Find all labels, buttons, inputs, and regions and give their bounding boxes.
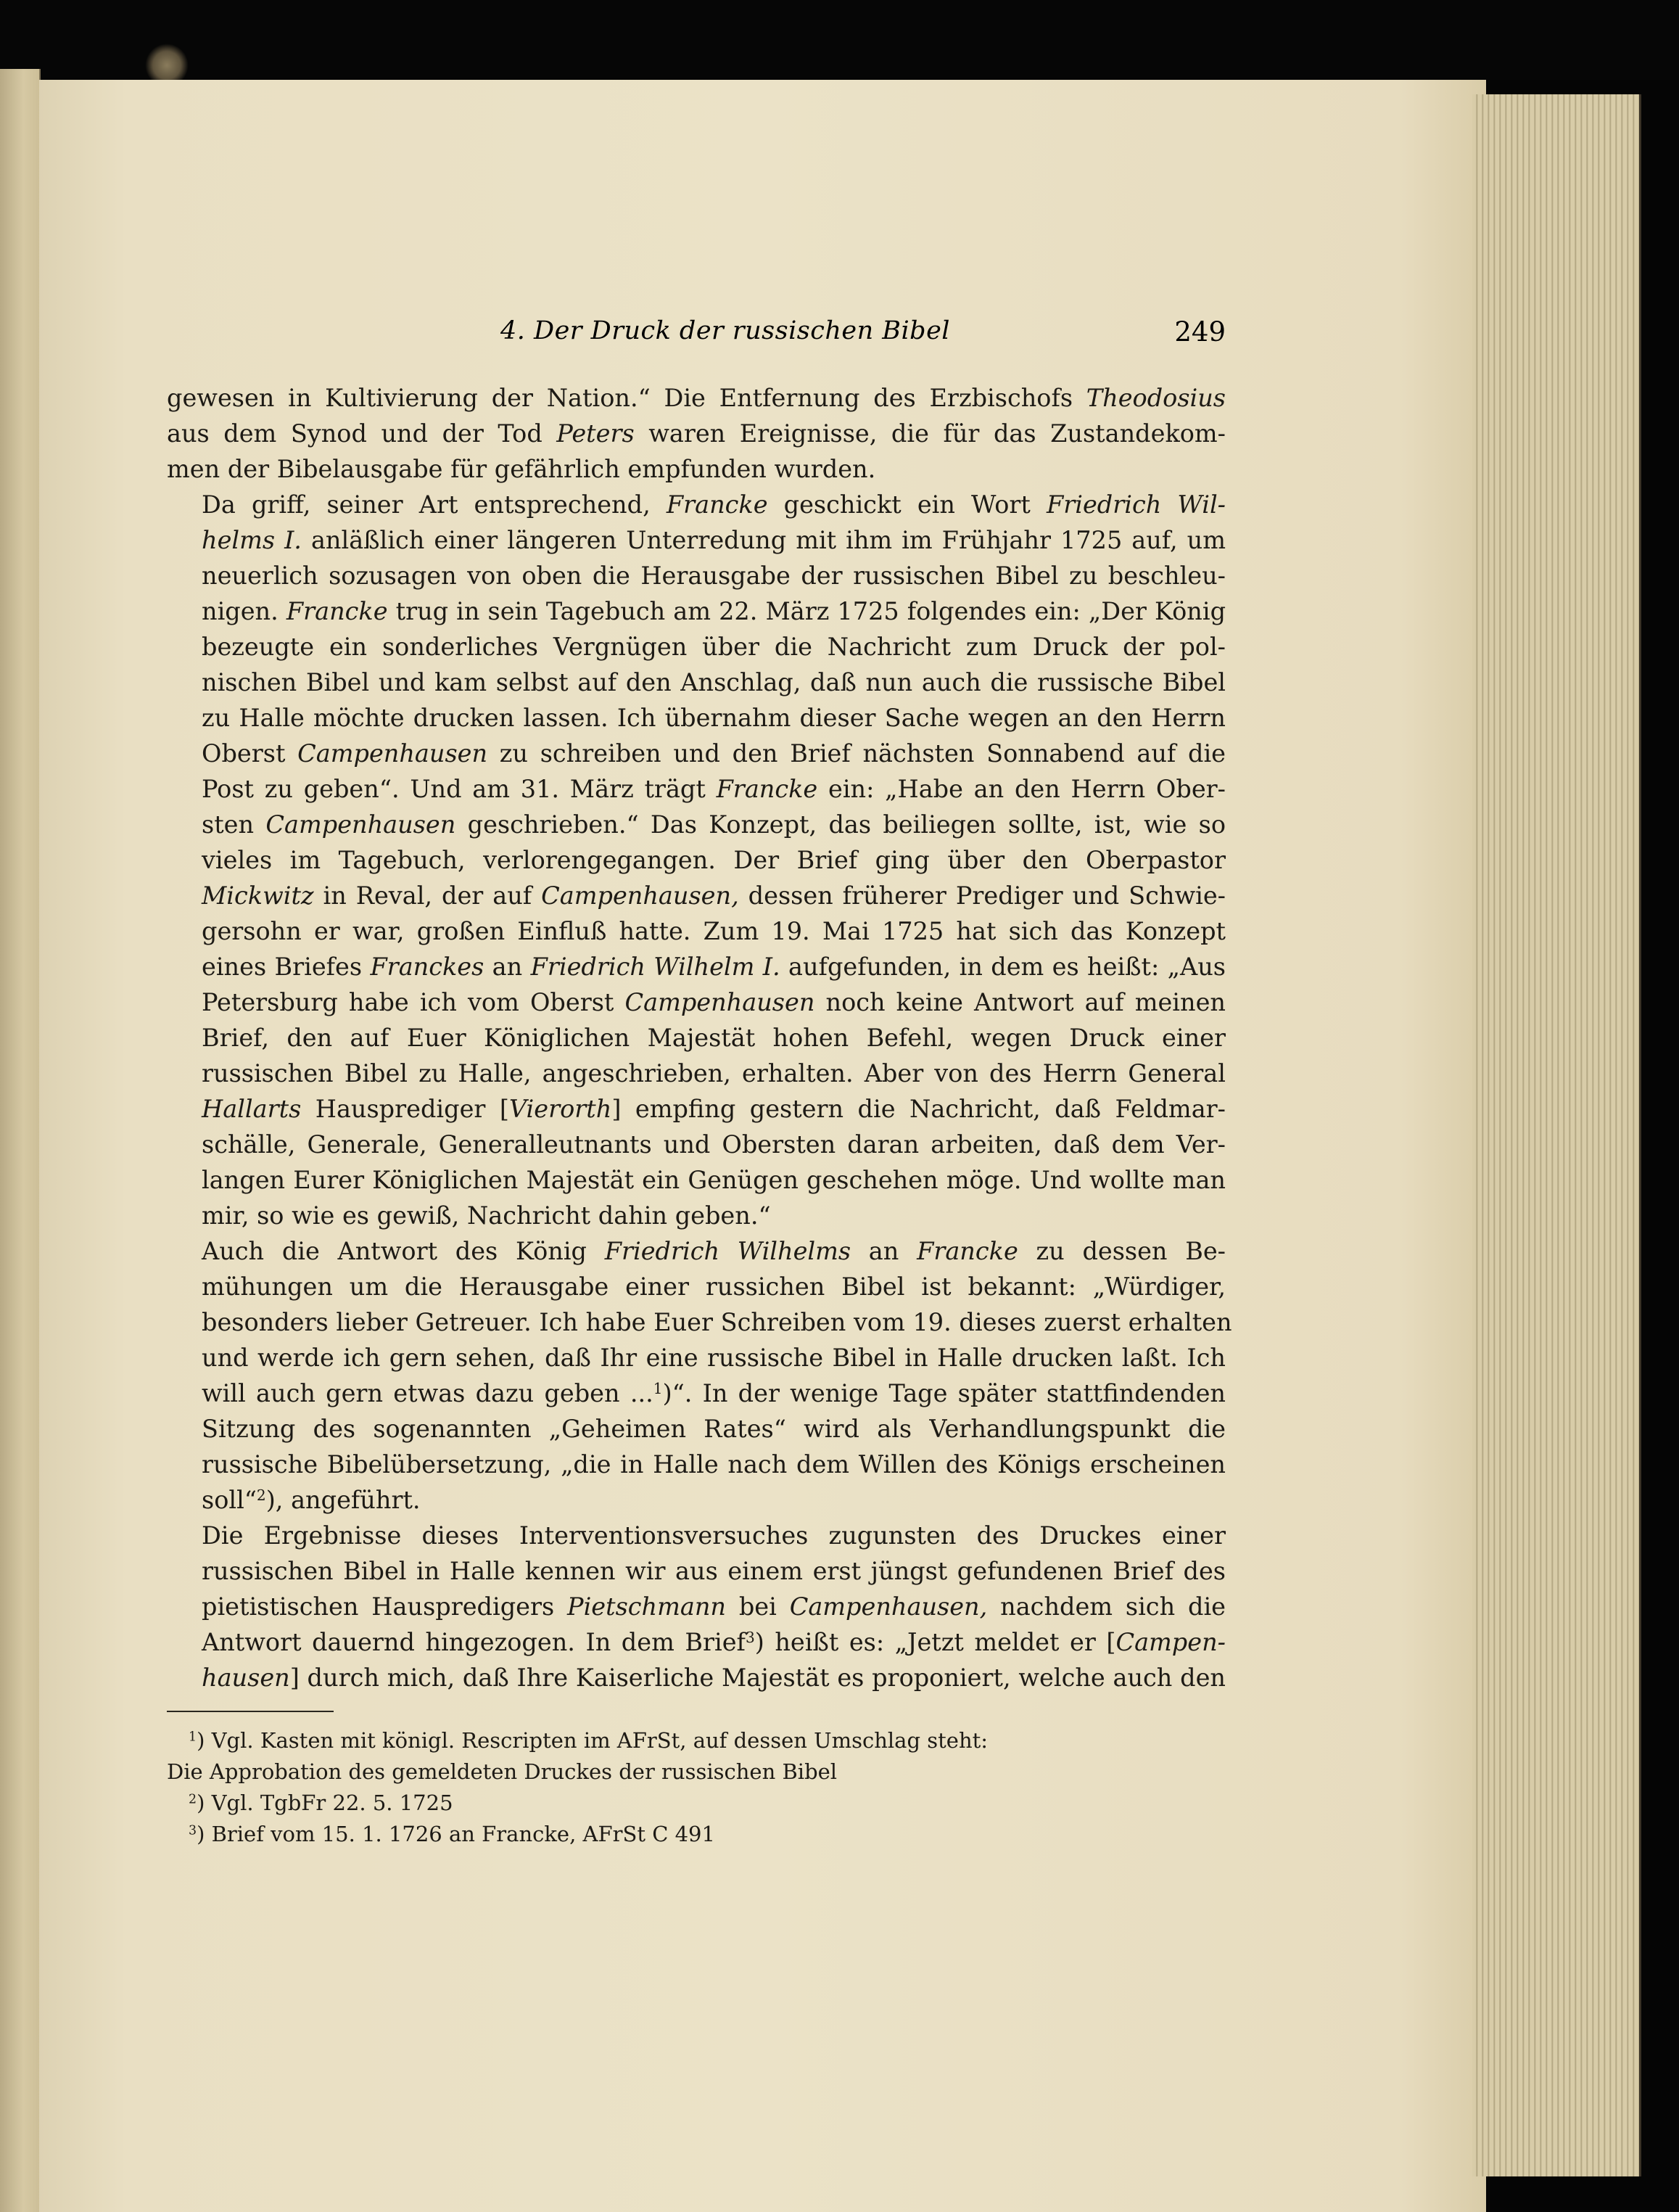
paragraph-4 [167,1518,1226,1695]
footnote-rule [167,1711,334,1712]
dark-background [0,0,1679,80]
text-line: will auch gern etwas dazu geben ...$^1$)“. In der wenige Tage später stattfindenden [202,1379,1226,1407]
text-line: besonders lieber Getreuer. Ich habe Euer Schreiben vom 19. dieses zuerst erhalten [202,1308,1232,1336]
text-line: gewesen in Kultivierung der Nation.“ Die Entfernung des Erzbischofs Theodosius [167,384,1226,412]
running-title: 4. Der Druck der russischen Bibel [500,316,950,345]
page-stack-edge [1472,94,1641,2176]
text-line: gersohn er war, großen Einfluß hatte. Zum 19. Mai 1725 hat sich das Konzept [202,917,1226,945]
text-line: soll“$^2$), angeführt. [202,1486,421,1514]
text-line: men der Bibelausgabe für gefährlich empfunden wurden. [167,455,876,483]
text-line: Petersburg habe ich vom Oberst Campenhausen noch keine Antwort auf meinen [202,988,1226,1016]
paragraph-2 [167,487,1226,1233]
text-line: Sitzung des sogenannten „Geheimen Rates“ wird als Verhandlungspunkt die [202,1415,1226,1443]
text-line: russischen Bibel in Halle kennen wir aus einem erst jüngst gefundenen Brief des [202,1557,1226,1585]
text-line: bezeugte ein sonderliches Vergnügen über die Nachricht zum Druck der pol- [202,633,1226,661]
text-line: hausen] durch mich, daß Ihre Kaiserliche Majestät es proponiert, welche auch den [202,1664,1226,1692]
text-line: eines Briefes Franckes an Friedrich Wilhelm I. aufgefunden, in dem es heißt: „Aus [202,953,1226,981]
text-line: schälle, Generale, Generalleutnants und Obersten daran arbeiten, daß dem Ver- [202,1130,1226,1159]
text-line: neuerlich sozusagen von oben die Herausgabe der russischen Bibel zu beschleu- [202,562,1226,590]
text-line: Die Ergebnisse dieses Interventionsversuches zugunsten des Druckes einer [202,1521,1226,1550]
footnote-line: $^3$) Brief vom 15. 1. 1726 an Francke, AFrSt C 491 [189,1822,715,1846]
text-line: russischen Bibel zu Halle, angeschrieben, erhalten. Aber von des Herrn General [202,1059,1226,1088]
text-line: Auch die Antwort des König Friedrich Wilhelms an Francke zu dessen Be- [202,1237,1226,1265]
running-head [167,316,1226,360]
footnote-line: Die Approbation des gemeldeten Druckes der russischen Bibel [167,1759,838,1784]
footnote-line: $^1$) Vgl. Kasten mit königl. Rescripten im AFrSt, auf dessen Umschlag steht: [189,1728,989,1753]
footnote-line: $^2$) Vgl. TgbFr 22. 5. 1725 [189,1790,453,1815]
text-line: pietistischen Hauspredigers Pietschmann bei Campenhausen, nachdem sich die [202,1592,1226,1621]
text-line: und werde ich gern sehen, daß Ihr eine russische Bibel in Halle drucken laßt. Ich [202,1344,1226,1372]
text-line: mir, so wie es gewiß, Nachricht dahin geben.“ [202,1201,771,1230]
text-line: Antwort dauernd hingezogen. In dem Brief$^3$) heißt es: „Jetzt meldet er [Campen- [202,1628,1226,1656]
text-line: Mickwitz in Reval, der auf Campenhausen, dessen früherer Prediger und Schwie- [202,881,1226,910]
text-line: zu Halle möchte drucken lassen. Ich übernahm dieser Sache wegen an den Herrn [202,704,1226,732]
text-line: aus dem Synod und der Tod Peters waren Ereignisse, die für das Zustandekom- [167,419,1226,448]
text-line: Oberst Campenhausen zu schreiben und den Brief nächsten Sonnabend auf die [202,739,1226,768]
text-line: mühungen um die Herausgabe einer russichen Bibel ist bekannt: „Würdiger, [202,1272,1226,1301]
text-line: nischen Bibel und kam selbst auf den Anschlag, daß nun auch die russische Bibel [202,668,1226,696]
text-line: Da griff, seiner Art entsprechend, Francke geschickt ein Wort Friedrich Wil- [202,490,1226,519]
footnotes [167,1725,1226,1850]
body-text [167,380,1232,1695]
text-line: russische Bibelübersetzung, „die in Halle nach dem Willen des Königs erscheinen [202,1450,1226,1479]
text-line: sten Campenhausen geschrieben.“ Das Konzept, das beiliegen sollte, ist, wie so [202,810,1226,839]
text-line: Brief, den auf Euer Königlichen Majestät hohen Befehl, wegen Druck einer [202,1024,1226,1052]
paragraph-1 [167,380,1226,487]
text-line: langen Eurer Königlichen Majestät ein Genügen geschehen möge. Und wollte man [202,1166,1226,1194]
left-page-edge [0,69,41,2212]
text-line: Hallarts Hausprediger [Vierorth] empfing gestern die Nachricht, daß Feldmar- [202,1095,1226,1123]
text-line: Post zu geben“. Und am 31. März trägt Francke ein: „Habe an den Herrn Ober- [202,775,1226,803]
paragraph-3 [167,1233,1232,1518]
text-line: helms I. anläßlich einer längeren Unterredung mit ihm im Frühjahr 1725 auf, um [202,526,1226,554]
text-line: nigen. Francke trug in sein Tagebuch am 22. März 1725 folgendes ein: „Der König [202,597,1226,625]
text-line: vieles im Tagebuch, verlorengegangen. Der Brief ging über den Oberpastor [202,846,1226,874]
page-number: 249 [1174,316,1226,348]
